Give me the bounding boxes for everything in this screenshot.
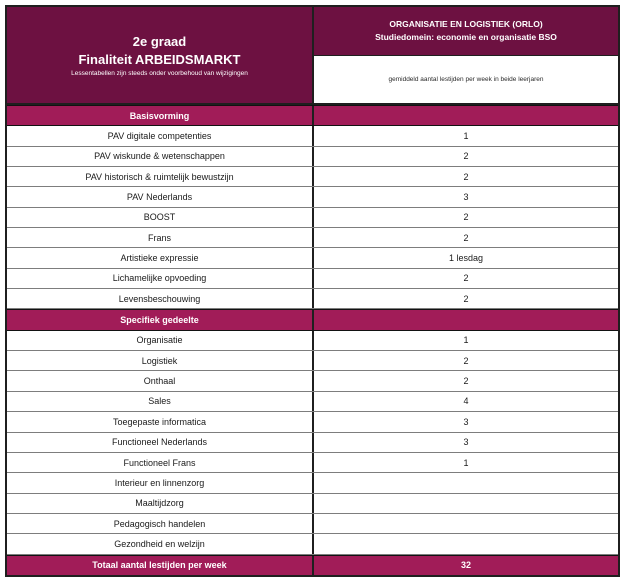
value-cell: 3 xyxy=(463,437,469,448)
header-right-cell xyxy=(314,7,618,103)
hours-description-cell xyxy=(314,56,618,103)
table-row xyxy=(7,167,618,187)
table-row xyxy=(7,494,618,514)
table-header xyxy=(7,7,618,105)
subject-cell: Interieur en linnenzorg xyxy=(7,473,314,492)
subject-cell: Artistieke expressie xyxy=(7,248,314,267)
table-row xyxy=(7,534,618,554)
subject-cell: PAV digitale competenties xyxy=(7,126,314,145)
study-domain: Studiedomein: economie en organisatie BSO xyxy=(375,32,557,42)
table-row xyxy=(7,331,618,351)
value-cell: 2 xyxy=(463,212,469,223)
value-cell: 4 xyxy=(463,396,469,407)
grade-title: 2e graad xyxy=(132,33,187,49)
table-row xyxy=(7,514,618,534)
table-row xyxy=(7,392,618,412)
table-row xyxy=(7,453,618,473)
subject-cell: Basisvorming xyxy=(7,106,314,125)
subject-cell: PAV wiskunde & wetenschappen xyxy=(7,147,314,166)
disclaimer-note: Lessentabellen zijn steeds onder voorbehoud van wijzigingen xyxy=(71,70,248,78)
subject-cell: Frans xyxy=(7,228,314,247)
table-row xyxy=(7,248,618,268)
value-cell xyxy=(314,310,618,329)
program-header-cell xyxy=(314,7,618,56)
program-title: ORGANISATIE EN LOGISTIEK (ORLO) xyxy=(389,19,543,30)
table-row xyxy=(7,126,618,146)
table-row xyxy=(7,187,618,207)
subject-cell: Functioneel Nederlands xyxy=(7,433,314,452)
table-row xyxy=(7,433,618,453)
table-row xyxy=(7,147,618,167)
total-row xyxy=(7,555,618,575)
subject-cell: BOOST xyxy=(7,208,314,227)
subject-cell: Totaal aantal lestijden per week xyxy=(7,556,314,575)
value-cell: 2 xyxy=(463,376,469,387)
hours-description: gemiddeld aantal lestijden per week in beide leerjaren xyxy=(388,76,544,83)
value-cell xyxy=(314,494,618,513)
table-row xyxy=(7,473,618,493)
section-band-row xyxy=(7,105,618,126)
subject-cell: Pedagogisch handelen xyxy=(7,514,314,533)
finality-title: Finaliteit ARBEIDSMARKT xyxy=(78,51,241,67)
value-cell: 2 xyxy=(463,355,469,366)
value-cell: 32 xyxy=(460,560,471,571)
value-cell: 1 lesdag xyxy=(448,253,484,264)
value-cell: 3 xyxy=(463,416,469,427)
subject-cell: Maaltijdzorg xyxy=(7,494,314,513)
table-row xyxy=(7,371,618,391)
value-cell: 2 xyxy=(463,151,469,162)
table-row xyxy=(7,412,618,432)
table-row xyxy=(7,351,618,371)
subject-cell: Onthaal xyxy=(7,371,314,390)
table-row xyxy=(7,289,618,309)
value-cell xyxy=(314,514,618,533)
section-band-row xyxy=(7,309,618,330)
subject-cell: PAV historisch & ruimtelijk bewustzijn xyxy=(7,167,314,186)
subject-cell: PAV Nederlands xyxy=(7,187,314,206)
subject-cell: Logistiek xyxy=(7,351,314,370)
value-cell: 2 xyxy=(463,171,469,182)
value-cell xyxy=(314,106,618,125)
value-cell: 2 xyxy=(463,293,469,304)
subject-cell: Organisatie xyxy=(7,331,314,350)
subject-cell: Functioneel Frans xyxy=(7,453,314,472)
subject-cell: Specifiek gedeelte xyxy=(7,310,314,329)
subject-cell: Lichamelijke opvoeding xyxy=(7,269,314,288)
table-rows xyxy=(7,105,618,575)
value-cell: 2 xyxy=(463,232,469,243)
subject-cell: Toegepaste informatica xyxy=(7,412,314,431)
value-cell: 2 xyxy=(463,273,469,284)
value-cell: 3 xyxy=(463,192,469,203)
value-cell: 1 xyxy=(463,457,469,468)
value-cell: 1 xyxy=(463,131,469,142)
value-cell: 1 xyxy=(463,335,469,346)
header-left-cell xyxy=(7,7,314,103)
table-row xyxy=(7,208,618,228)
table-row xyxy=(7,269,618,289)
subject-cell: Sales xyxy=(7,392,314,411)
table-row xyxy=(7,228,618,248)
value-cell xyxy=(314,473,618,492)
subject-cell: Gezondheid en welzijn xyxy=(7,534,314,553)
value-cell xyxy=(314,534,618,553)
subject-cell: Levensbeschouwing xyxy=(7,289,314,308)
lesson-table xyxy=(5,5,620,577)
